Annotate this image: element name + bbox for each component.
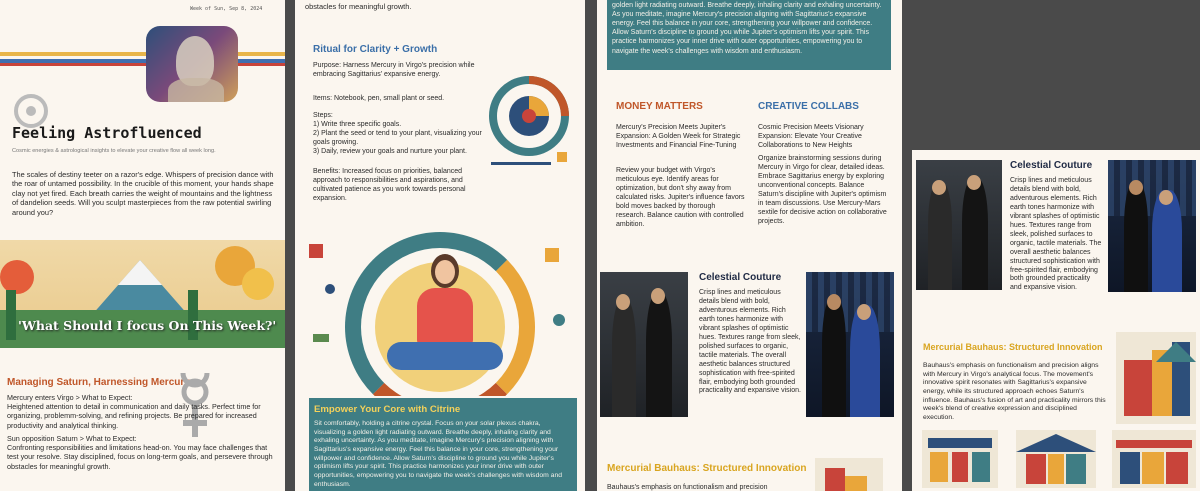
citrine-text: Sit comfortably, holding a citrine crystal. Focus on your solar plexus chakra, visualizing a golden light radiating outward. Breathe deeply, inhaling clarity and exhaling uncertainty. As you meditate, imagine Mercury's precision aligning with Sagittarius's expansive energy. Feel this balance in your core, strengthening your willpower and confidence. Allow Saturn's discipline to ground you while Jupiter's optimism lifts your spirit. This practice harmonizes your inner drive with outer opportunities, empowering you to navigate the week's challenges with wisdom and enthusiasm. xyxy=(314,420,563,488)
saturn-text: Sun opposition Saturn > What to Expect: Confronting responsibilities and limitations head-on. You may face challenges that test your resolve. Stay disciplined, focus on long-term goals, and persevere through obstacles for meaningful growth. xyxy=(7,434,273,471)
couture-heading: Celestial Couture xyxy=(699,272,782,283)
ritual-items: Items: Notebook, pen, small plant or seed. xyxy=(313,95,445,102)
newsletter-page-2 xyxy=(295,0,585,491)
hero-portrait-image xyxy=(146,26,238,102)
ritual-benefits: Benefits: Increased focus on priorities, balanced approach to responsibilities and aspirations, and cultivated patience as you work towards personal expansion. xyxy=(313,168,466,202)
money-heading: MONEY MATTERS xyxy=(616,101,703,112)
bauhaus-heading-page4: Mercurial Bauhaus: Structured Innovation xyxy=(923,342,1103,352)
bauhaus-text: Bauhaus's emphasis on functionalism and precision xyxy=(607,484,768,491)
ritual-steps: Steps: 1) Write three specific goals. 2) Plant the seed or tend to your plant, visualizing your goals growing. 3) Daily, review your goals and nurture your plant. xyxy=(313,112,482,155)
citrine-box xyxy=(309,398,577,491)
newsletter-page-3 xyxy=(597,0,902,491)
landscape-banner-image xyxy=(0,240,285,348)
banner-heading: 'What Should I focus On This Week?' xyxy=(18,318,277,333)
bauhaus-artwork-3 xyxy=(1016,430,1096,488)
bauhaus-artwork-partial xyxy=(815,458,883,491)
bauhaus-text-page4: Bauhaus's emphasis on functionalism and precision aligns with Mercury in Virgo's analytical focus. The movement's innovative spirit resonates with Sagittarius's expansive energy, while its structured approach echoes Saturn's influence. Bauhaus's fusion of art and practicality mirrors this week's blend of creative expression and disciplined execution. xyxy=(923,362,1106,422)
bauhaus-heading: Mercurial Bauhaus: Structured Innovation xyxy=(607,463,807,474)
newsletter-page-4 xyxy=(912,150,1200,491)
abstract-circle-graphic xyxy=(483,66,579,176)
meditation-illustration xyxy=(295,224,585,396)
page-title: Feeling Astrofluenced xyxy=(12,124,202,142)
week-label: Week of Sun, Sep 8, 2024 xyxy=(190,6,263,12)
page2-top-text: obstacles for meaningful growth. xyxy=(305,2,412,11)
citrine-box-continued xyxy=(607,0,891,70)
bauhaus-artwork-4 xyxy=(1112,430,1196,488)
bauhaus-artwork-2 xyxy=(922,430,998,488)
fashion-photo-couple-2 xyxy=(806,272,894,417)
color-stripes xyxy=(0,52,285,66)
fashion-photo-couple-4 xyxy=(1108,160,1196,292)
collab-subheading: Cosmic Precision Meets Visionary Expansion: Elevate Your Creative Collaborations to New Heights xyxy=(758,124,864,149)
money-subheading: Mercury's Precision Meets Jupiter's Expansion: A Golden Week for Strategic Investments and Financial Fine-Tuning xyxy=(616,124,741,149)
collab-heading: CREATIVE COLLABS xyxy=(758,101,859,112)
mercury-text: Mercury enters Virgo > What to Expect: Heightened attention to detail in communication and daily tasks. Perfect time for organizing, problemm-solving, and refining projects. Be prepared for increased productivity and analytical thinking. xyxy=(7,393,261,430)
couture-text: Crisp lines and meticulous details blend with bold, adventurous elements. Rich earth tones harmonize with vibrant splashes of optimistic hues. Textures range from sleek, polished surfaces to organic, tactile materials. The overall aesthetic balances structured sophistication with free-spirited flair, embodying both grounded practicality and expansive vision. xyxy=(699,289,801,395)
page-subtitle: Cosmic energies & astrological insights to elevate your creative flow all week long. xyxy=(12,148,216,154)
target-symbol-icon xyxy=(14,94,48,128)
money-text: Review your budget with Virgo's meticulous eye. Identify areas for optimization, but don't shy away from calculated risks. Jupiter's influence favors bold moves backed by thorough research. Balance caution with controlled ambition. xyxy=(616,167,745,228)
couture-text-page4: Crisp lines and meticulous details blend with bold, adventurous elements. Rich earth tones harmonize with vibrant splashes of optimistic hues. Textures range from sleek, polished surfaces to organic, tactile materials. The overall aesthetic balances structured sophistication with free-spirited flair, embodying both grounded practicality and expansive vision. xyxy=(1010,177,1102,292)
newsletter-page-1 xyxy=(0,0,285,491)
citrine-heading: Empower Your Core with Citrine xyxy=(314,404,461,415)
fashion-photo-couple-3 xyxy=(916,160,1002,290)
bauhaus-artwork-1 xyxy=(1116,332,1196,424)
ritual-heading: Ritual for Clarity + Growth xyxy=(313,44,438,55)
intro-text: The scales of destiny teeter on a razor's edge. Whispers of precision dance with the roar of untamed possibility. In the crucible of this moment, your hands shape clay not yet fired. Each breath carries the weight of mountains and the lightness of dandelion seeds. Will you sculpt masterpieces from the raw potential swirling around you? xyxy=(12,170,274,217)
section-heading-saturn-mercury: Managing Saturn, Harnessing Mercury xyxy=(7,377,190,388)
collab-text: Organize brainstorming sessions during Mercury in Virgo for clear, detailed ideas. Embrace Sagittarius energy by exploring unconventional concepts. Balance Saturn's discipline with Jupiter's optimism in team discussions. Use Mercury-Mars sextile for decisive action on collaborative projects. xyxy=(758,155,887,225)
couture-heading-page4: Celestial Couture xyxy=(1010,160,1093,171)
ritual-purpose: Purpose: Harness Mercury in Virgo's precision while embracing Sagittarius' expansive energy. xyxy=(313,62,475,78)
fashion-photo-couple-1 xyxy=(600,272,688,417)
citrine-text-continued: golden light radiating outward. Breathe deeply, inhaling clarity and exhaling uncertainty. As you meditate, imagine Mercury's precision aligning with Sagittarius's expansive energy. Feel this balance in your core, strengthening your willpower and confidence. Allow Saturn's discipline to ground you while Jupiter's optimism lifts your spirit. This practice harmonizes your inner drive with outer opportunities, empowering you to navigate the week's challenges with wisdom and enthusiasm. xyxy=(612,2,882,55)
